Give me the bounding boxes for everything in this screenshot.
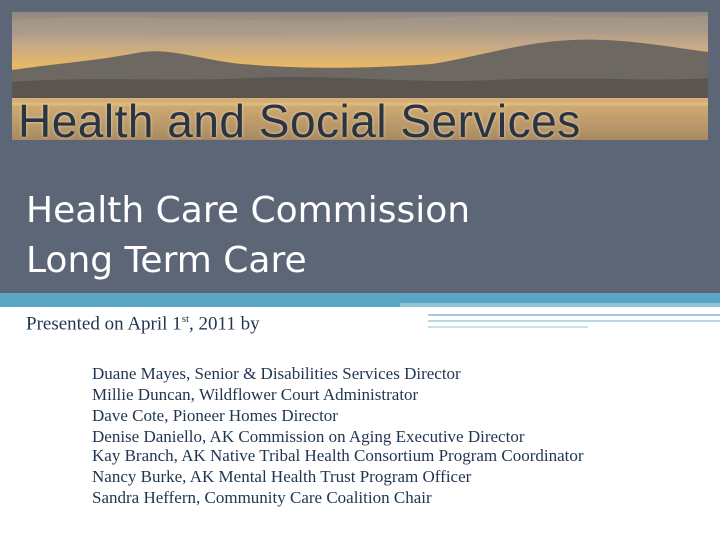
presenter-item: Sandra Heffern, Community Care Coalition Chair: [92, 488, 432, 507]
accent-line-2: [428, 320, 720, 322]
subtitle-text-end: , 2011 by: [189, 313, 260, 335]
accent-line-1: [428, 314, 720, 316]
presenter-item: Duane Mayes, Senior & Disabilities Services Director: [92, 364, 461, 383]
presenter-item: Kay Branch, AK Native Tribal Health Consortium Program Coordinator: [92, 446, 584, 465]
slide-title: [26, 186, 470, 286]
presenter-item: Denise Daniello, AK Commission on Aging Executive Director: [92, 427, 525, 446]
accent-stripe-light: [400, 303, 720, 307]
presenter-item: Dave Cote, Pioneer Homes Director: [92, 406, 338, 425]
subtitle-superscript: st: [181, 313, 190, 325]
subtitle: [26, 313, 260, 335]
accent-line-3: [428, 326, 588, 328]
banner-image: [12, 12, 708, 140]
subtitle-text: Presented on April 1: [26, 313, 182, 335]
presenter-item: Millie Duncan, Wildflower Court Administrator: [92, 385, 419, 404]
title-line-1: Health Care Commission: [26, 190, 471, 231]
title-line-2: Long Term Care: [26, 240, 307, 281]
banner-title: Health and Social Services: [18, 95, 581, 140]
presenter-item: Nancy Burke, AK Mental Health Trust Program Officer: [92, 467, 472, 486]
presenter-list: [92, 363, 584, 508]
